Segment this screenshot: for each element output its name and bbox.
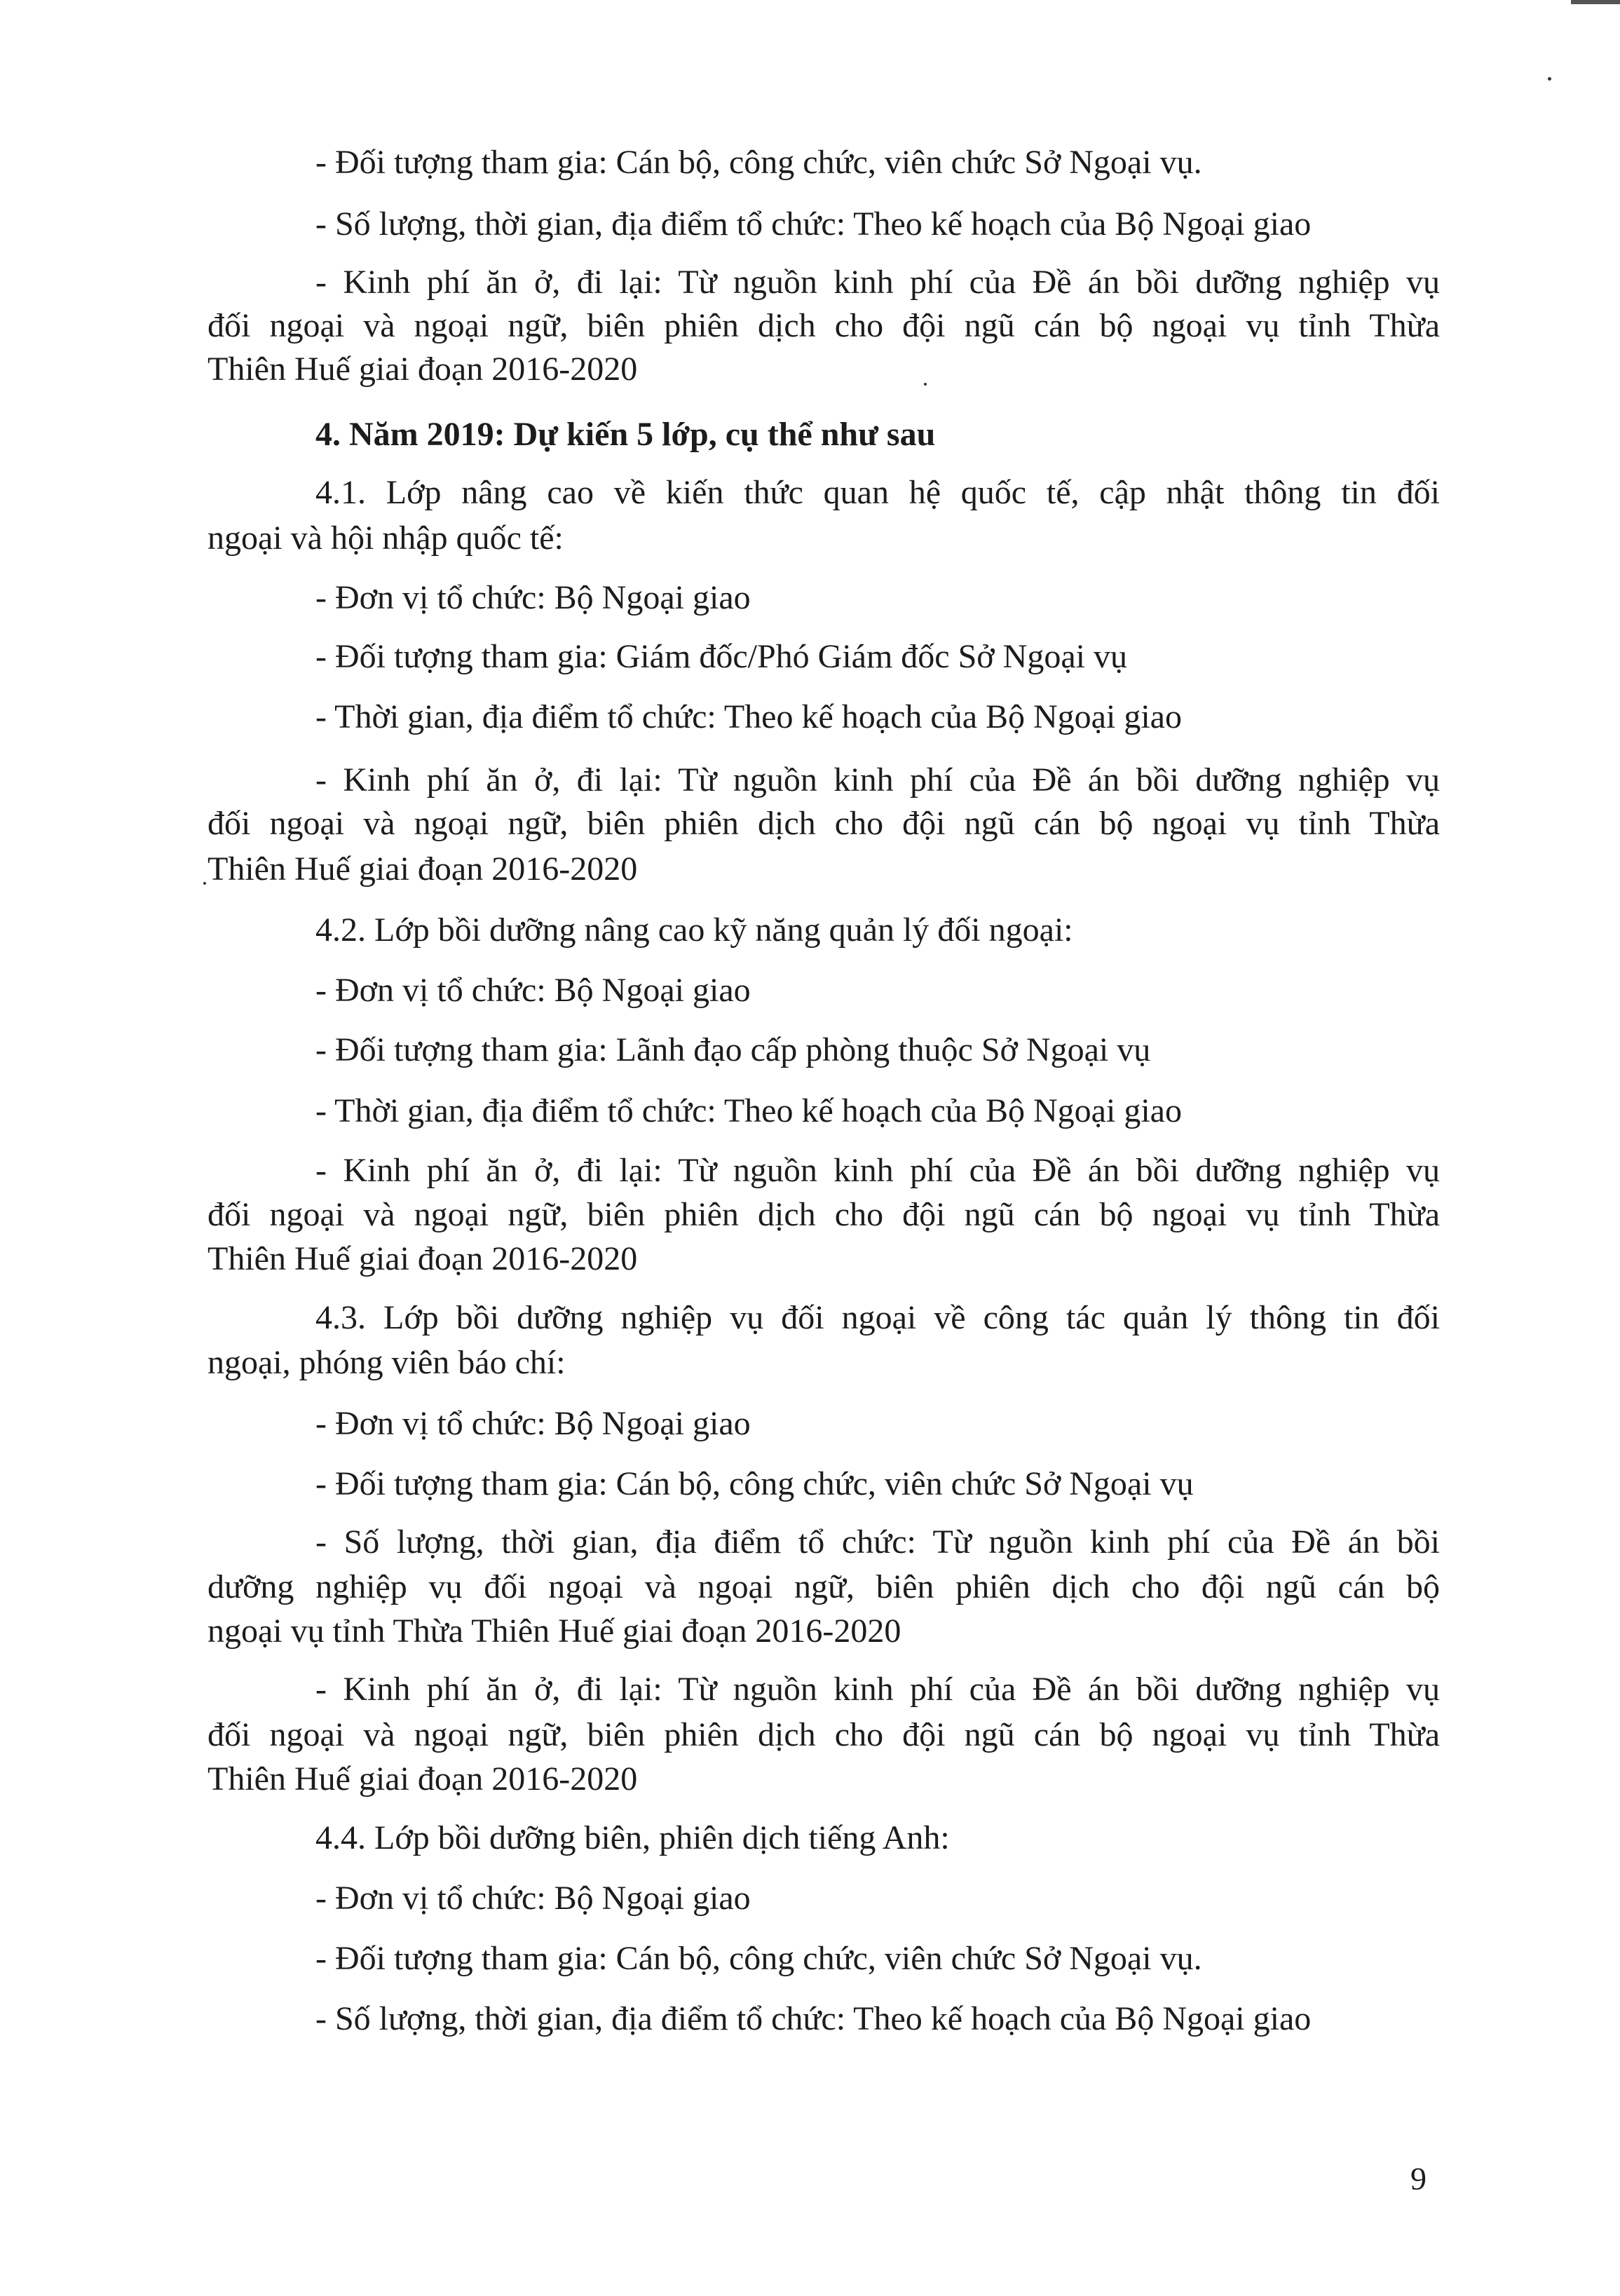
text-line: ngoại, phóng viên báo chí: [207,1344,566,1381]
text-line: - Đơn vị tổ chức: Bộ Ngoại giao [315,972,751,1009]
text-line: 4.4. Lớp bồi dưỡng biên, phiên dịch tiếng Anh: [315,1819,950,1856]
scan-corner-mark [1571,0,1620,4]
text-line: ngoại và hội nhập quốc tế: [207,519,564,557]
text-line: - Đơn vị tổ chức: Bộ Ngoại giao [315,579,751,616]
text-line: Thiên Huế giai đoạn 2016-2020 [207,1240,638,1277]
text-line: Thiên Huế giai đoạn 2016-2020 [207,351,638,388]
text-line: - Đối tượng tham gia: Cán bộ, công chức, viên chức Sở Ngoại vụ [315,1465,1194,1502]
text-line: - Số lượng, thời gian, địa điểm tổ chức: Theo kế hoạch của Bộ Ngoại giao [315,205,1312,243]
text-line: - Số lượng, thời gian, địa điểm tổ chức: Từ nguồn kinh phí của Đề án bồi [315,1523,1440,1561]
text-line: - Thời gian, địa điểm tổ chức: Theo kế hoạch của Bộ Ngoại giao [315,1092,1182,1129]
text-line: - Kinh phí ăn ở, đi lại: Từ nguồn kinh phí của Đề án bồi dưỡng nghiệp vụ [315,264,1440,301]
text-line: đối ngoại và ngoại ngữ, biên phiên dịch cho đội ngũ cán bộ ngoại vụ tỉnh Thừa [207,1196,1440,1233]
text-line: - Thời gian, địa điểm tổ chức: Theo kế hoạch của Bộ Ngoại giao [315,698,1182,735]
text-line: - Đối tượng tham gia: Giám đốc/Phó Giám đốc Sở Ngoại vụ [315,638,1127,675]
text-line: đối ngoại và ngoại ngữ, biên phiên dịch cho đội ngũ cán bộ ngoại vụ tỉnh Thừa [207,307,1440,344]
text-line: - Số lượng, thời gian, địa điểm tổ chức: Theo kế hoạch của Bộ Ngoại giao [315,2000,1312,2037]
text-line: 4.1. Lớp nâng cao về kiến thức quan hệ quốc tế, cập nhật thông tin đối [315,474,1440,511]
text-line: - Đối tượng tham gia: Cán bộ, công chức, viên chức Sở Ngoại vụ. [315,1940,1202,1977]
page-number: 9 [1410,2161,1427,2196]
text-line: - Đối tượng tham gia: Lãnh đạo cấp phòng thuộc Sở Ngoại vụ [315,1031,1151,1068]
text-line: đối ngoại và ngoại ngữ, biên phiên dịch cho đội ngũ cán bộ ngoại vụ tỉnh Thừa [207,805,1440,842]
text-line: 4.2. Lớp bồi dưỡng nâng cao kỹ năng quản lý đối ngoại: [315,911,1073,949]
text-line: Thiên Huế giai đoạn 2016-2020 [207,1760,638,1798]
text-line: - Đơn vị tổ chức: Bộ Ngoại giao [315,1405,751,1442]
text-line: - Đối tượng tham gia: Cán bộ, công chức, viên chức Sở Ngoại vụ. [315,144,1202,181]
text-line: dưỡng nghiệp vụ đối ngoại và ngoại ngữ, biên phiên dịch cho đội ngũ cán bộ [207,1568,1440,1605]
text-line: - Kinh phí ăn ở, đi lại: Từ nguồn kinh phí của Đề án bồi dưỡng nghiệp vụ [315,1671,1440,1708]
text-line: 4.3. Lớp bồi dưỡng nghiệp vụ đối ngoại về công tác quản lý thông tin đối [315,1299,1440,1336]
text-line: đối ngoại và ngoại ngữ, biên phiên dịch cho đội ngũ cán bộ ngoại vụ tỉnh Thừa [207,1716,1440,1753]
text-line: - Kinh phí ăn ở, đi lại: Từ nguồn kinh phí của Đề án bồi dưỡng nghiệp vụ [315,1152,1440,1189]
text-line: ngoại vụ tỉnh Thừa Thiên Huế giai đoạn 2016-2020 [207,1612,901,1650]
text-line: Thiên Huế giai đoạn 2016-2020 [207,850,638,888]
text-line: - Kinh phí ăn ở, đi lại: Từ nguồn kinh phí của Đề án bồi dưỡng nghiệp vụ [315,761,1440,799]
section-heading: 4. Năm 2019: Dự kiến 5 lớp, cụ thể như sau [315,416,936,453]
text-line: - Đơn vị tổ chức: Bộ Ngoại giao [315,1880,751,1917]
scan-speck [1548,77,1551,81]
